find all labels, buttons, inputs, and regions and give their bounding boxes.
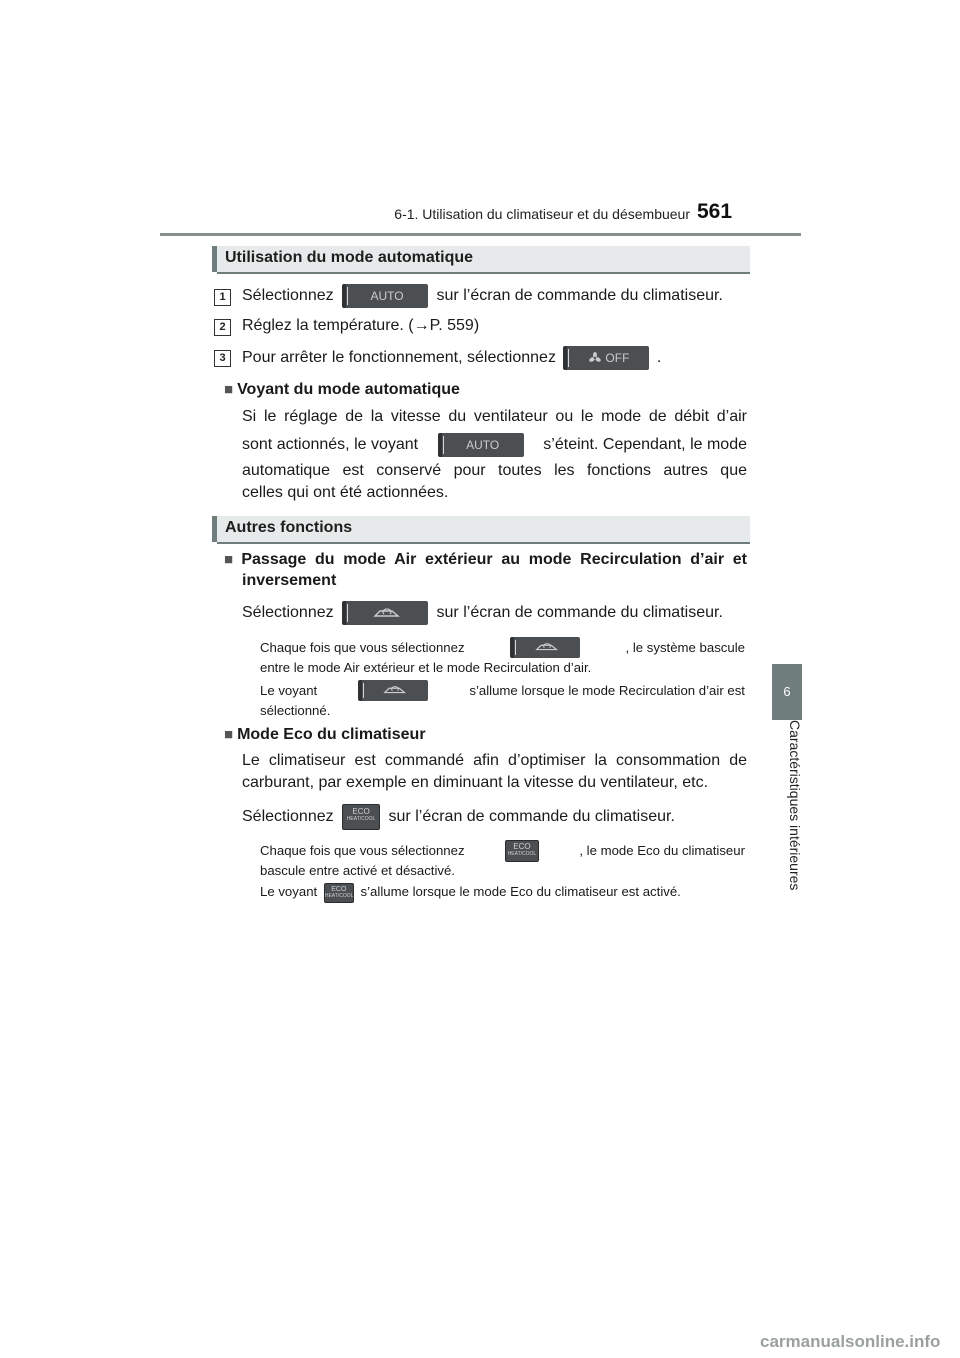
eco-indicator-icon <box>324 883 354 903</box>
auto-indicator-icon <box>438 433 524 457</box>
auto-para-line1: Si le réglage de la vitesse du ventilateur ou le mode de débit d’air <box>242 408 747 425</box>
eco-note2 <box>260 882 765 903</box>
auto-para-line2-after: s’éteint. Cependant, le mode <box>543 436 747 453</box>
section-heading-text: Autres fonctions <box>225 519 353 536</box>
chapter-tab: 6 <box>772 664 802 720</box>
car-recirculation-icon <box>534 641 560 653</box>
step-3-text-before: Pour arrêter le fonctionnement, sélectionnez <box>242 349 556 367</box>
recirculation-button-icon-small <box>510 637 580 658</box>
watermark: carmanualsonline.info <box>760 1332 941 1351</box>
auto-para-line2-before: sont actionnés, le voyant <box>242 436 419 453</box>
section-heading-text: Utilisation du mode automatique <box>225 249 474 266</box>
auto-indicator-heading-text: Voyant du mode automatique <box>237 381 460 398</box>
eco-instruction-before: Sélectionnez <box>242 808 334 826</box>
recirc-instruction <box>242 601 747 625</box>
auto-button-icon <box>342 284 428 308</box>
heat-cool-label: HEAT/COOL <box>324 892 354 899</box>
eco-instruction <box>242 804 747 830</box>
step-1 <box>242 284 747 308</box>
step-1-text-before: Sélectionnez <box>242 287 334 305</box>
eco-note1-after: , le mode Eco du climatiseur <box>579 843 745 858</box>
off-label: OFF <box>605 351 630 365</box>
recirc-note1-before: Chaque fois que vous sélectionnez <box>260 639 465 655</box>
eco-note1-line1 <box>260 840 745 862</box>
eco-instruction-after: sur l’écran de commande du climatiseur. <box>388 808 675 826</box>
eco-heading <box>224 723 729 747</box>
fan-off-button-icon <box>563 346 649 370</box>
eco-label: ECO <box>513 842 531 851</box>
step-1-text-after: sur l’écran de commande du climatiseur. <box>436 287 723 305</box>
recirc-heading-line2: inversement <box>242 572 337 589</box>
recirc-note2-line2: sélectionné. <box>260 703 331 718</box>
recirc-note1-line1 <box>260 637 745 658</box>
auto-indicator-label: AUTO <box>466 438 500 452</box>
chapter-title: 6-1. Utilisation du climatiseur et du désembueur <box>394 206 690 222</box>
car-recirculation-icon <box>382 684 408 696</box>
step-2: Réglez la température. (→P. 559) <box>242 317 480 334</box>
eco-button-icon-small <box>505 840 539 862</box>
page-number: 561 <box>697 200 733 223</box>
eco-label: ECO <box>331 885 347 893</box>
auto-para-line4: celles qui ont été actionnées. <box>242 484 449 501</box>
recirc-note2-after: s’allume lorsque le mode Recirculation d’air est <box>469 682 745 698</box>
recirculation-indicator-icon <box>358 680 428 701</box>
recirc-note1-after: , le système bascule <box>625 639 745 655</box>
eco-note2-after: s’allume lorsque le mode Eco du climatiseur est activé. <box>360 884 681 899</box>
step-number-2: 2 <box>214 319 231 336</box>
eco-label: ECO <box>352 807 370 816</box>
recirc-instruction-before: Sélectionnez <box>242 604 334 622</box>
chapter-tab-label: Caractéristiques intérieures <box>787 720 803 891</box>
header-rule <box>160 233 801 236</box>
eco-note1-before: Chaque fois que vous sélectionnez <box>260 843 465 858</box>
fan-icon <box>589 352 601 364</box>
step-number-3: 3 <box>214 350 231 367</box>
section-heading-other-functions <box>212 516 750 542</box>
recirc-note1-line2: entre le mode Air extérieur et le mode Recirculation d’air. <box>260 660 592 675</box>
car-recirculation-icon <box>372 606 402 620</box>
square-bullet-icon: ■ <box>224 726 234 743</box>
auto-indicator-heading <box>224 378 729 402</box>
recirc-note2-line1 <box>260 680 745 701</box>
square-bullet-icon: ■ <box>224 381 234 398</box>
square-bullet-icon: ■ <box>224 551 238 568</box>
fan-off-button-content <box>567 346 649 370</box>
section-heading-auto-mode <box>212 246 750 272</box>
step-number-1: 1 <box>214 289 231 306</box>
recirc-heading-text: Passage du mode Air extérieur au mode Recirculation d’air et <box>241 551 747 568</box>
recirculation-button-icon <box>342 601 428 625</box>
eco-para-line2: carburant, par exemple en diminuant la vitesse du ventilateur, etc. <box>242 774 709 791</box>
eco-note2-before: Le voyant <box>260 884 318 899</box>
auto-para-line2 <box>242 433 747 457</box>
eco-heading-text: Mode Eco du climatiseur <box>237 726 426 743</box>
heat-cool-label: HEAT/COOL <box>346 816 376 822</box>
recirc-note2-before: Le voyant <box>260 682 318 698</box>
step-3 <box>242 346 747 370</box>
eco-para-line1: Le climatiseur est commandé afin d’optimiser la consommation de <box>242 752 747 769</box>
auto-button-label: AUTO <box>370 289 404 303</box>
eco-note1-line2: bascule entre activé et désactivé. <box>260 863 455 878</box>
heat-cool-label: HEAT/COOL <box>507 851 537 857</box>
eco-button-icon <box>342 804 380 830</box>
auto-para-line3: automatique est conservé pour toutes les fonctions autres que <box>242 462 747 479</box>
recirc-instruction-after: sur l’écran de commande du climatiseur. <box>436 604 723 622</box>
step-3-text-after: . <box>656 349 662 367</box>
